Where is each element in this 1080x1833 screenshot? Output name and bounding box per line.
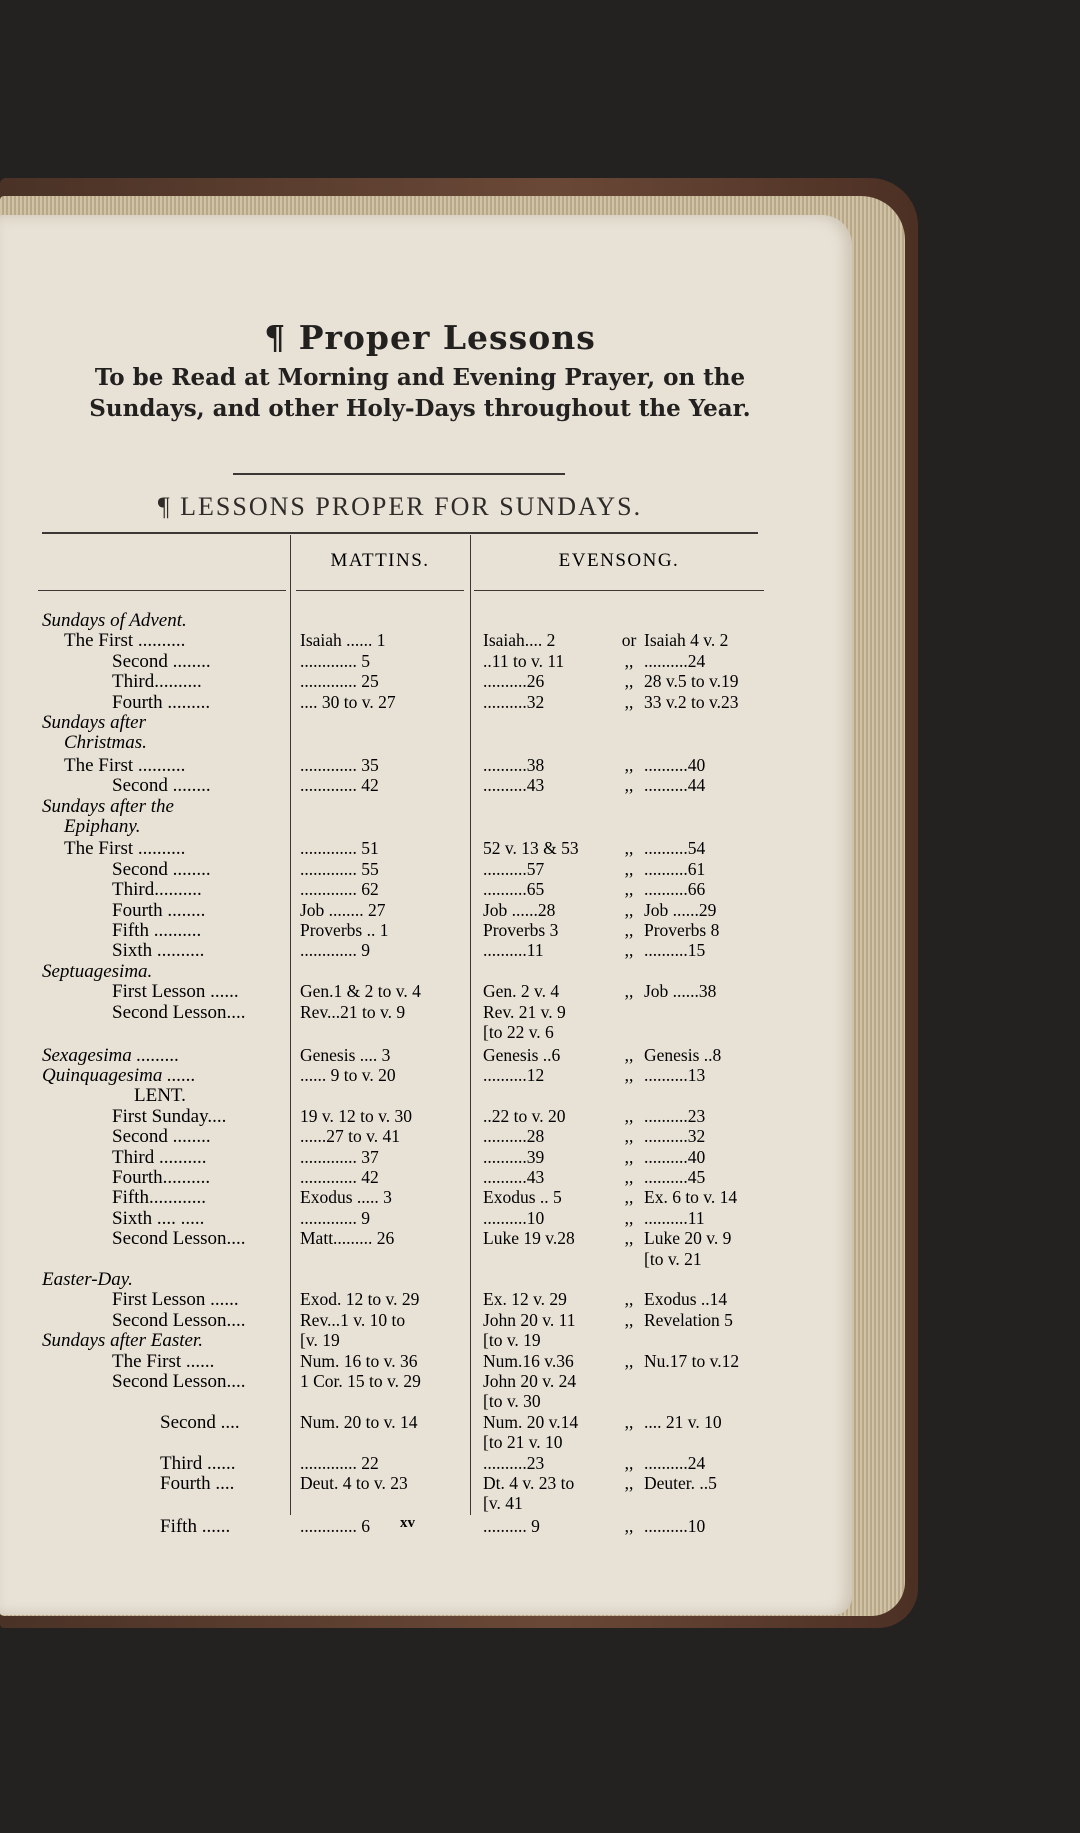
row-label: Third..........	[112, 671, 202, 693]
alternative-marker: ,,	[624, 940, 634, 961]
evensong-cell: ..........65	[483, 879, 545, 900]
evensong-alt-cell: 28 v.5 to v.19	[644, 671, 739, 692]
mattins-cell: ............. 42	[300, 775, 379, 796]
evensong-alt-cell: ..........11	[644, 1207, 705, 1228]
mattins-cell: Exodus ..... 3	[300, 1187, 392, 1208]
header-rule-mattins	[296, 590, 464, 591]
evensong-alt-cell: ..........44	[644, 775, 706, 796]
mattins-cell: Rev...21 to v. 9	[300, 1001, 406, 1022]
evensong-alt-cell: Deuter. ..5	[644, 1472, 717, 1493]
evensong-cell: Proverbs 3	[483, 920, 559, 941]
evensong-alt-cell: ..........24	[644, 650, 706, 671]
evensong-cell: Num.16 v.36	[483, 1350, 574, 1371]
row-label: Second Lesson....	[112, 1309, 246, 1331]
evensong-cell: Rev. 21 v. 9	[483, 1001, 566, 1022]
alternative-marker: ,,	[624, 650, 634, 671]
mattins-cell: ............. 51	[300, 838, 379, 859]
row-label: Second ........	[112, 650, 211, 672]
alternative-marker: ,,	[624, 1472, 634, 1493]
header-rule-evensong	[474, 590, 764, 591]
row-label: The First ..........	[64, 630, 186, 652]
evensong-cell: ..........12	[483, 1064, 545, 1085]
mattins-cell: ............. 37	[300, 1146, 379, 1167]
mattins-cell: 1 Cor. 15 to v. 29	[300, 1370, 421, 1391]
evensong-alt-cell: Luke 20 v. 9	[644, 1228, 732, 1249]
alternative-marker: ,,	[624, 775, 634, 796]
mattins-cell: ............. 9	[300, 940, 370, 961]
row-label: Fourth ....	[160, 1472, 235, 1494]
row-label: Fifth............	[112, 1187, 206, 1209]
row-label: First Lesson ......	[112, 981, 239, 1003]
evensong-cell: ..22 to v. 20	[483, 1105, 566, 1126]
section-heading: ¶ LESSONS PROPER FOR SUNDAYS.	[157, 492, 643, 521]
evensong-alt-cell: ..........40	[644, 754, 706, 775]
evensong-alt-cell: ..........66	[644, 879, 706, 900]
row-label: Second ........	[112, 775, 211, 797]
mattins-cell: ............. 62	[300, 879, 379, 900]
mattins-cell: Job ........ 27	[300, 899, 386, 920]
mattins-cell: ............. 6	[300, 1515, 370, 1536]
alternative-marker: ,,	[624, 1146, 634, 1167]
evensong-alt-cell: Nu.17 to v.12	[644, 1350, 740, 1371]
row-label: LENT.	[134, 1085, 186, 1107]
row-label: Epiphany.	[64, 816, 141, 838]
row-label: Third ..........	[112, 1146, 207, 1168]
evensong-cell: ..........26	[483, 671, 545, 692]
evensong-alt-cell: [to v. 21	[644, 1248, 702, 1269]
row-label: Quinquagesima ......	[42, 1064, 196, 1086]
alternative-marker: ,,	[624, 691, 634, 712]
row-label: The First ..........	[64, 754, 186, 776]
evensong-alt-cell: Ex. 6 to v. 14	[644, 1187, 738, 1208]
row-label: Sixth .... .....	[112, 1207, 205, 1229]
alternative-marker: ,,	[624, 1350, 634, 1371]
alternative-marker: ,,	[624, 1411, 634, 1432]
mattins-cell: Genesis .... 3	[300, 1044, 391, 1065]
row-label: Fourth .........	[112, 691, 211, 713]
evensong-cell: ..........43	[483, 775, 545, 796]
row-label: Sixth ..........	[112, 940, 205, 962]
row-label: Sundays after the	[42, 795, 174, 817]
mattins-cell: Isaiah ...... 1	[300, 630, 386, 651]
mattins-cell: ............. 5	[300, 650, 370, 671]
evensong-alt-cell: Job ......38	[644, 981, 717, 1002]
alternative-marker: or	[621, 630, 637, 651]
evensong-cell: 52 v. 13 & 53	[483, 838, 579, 859]
row-label: Third..........	[112, 879, 202, 901]
evensong-cell: Genesis ..6	[483, 1044, 561, 1065]
row-label: Sundays after	[42, 712, 146, 733]
evensong-cell: Job ......28	[483, 899, 556, 920]
row-label: Second ....	[160, 1411, 240, 1433]
evensong-alt-cell: ..........24	[644, 1452, 706, 1473]
alternative-marker: ,,	[624, 1515, 634, 1536]
alternative-marker: ,,	[624, 1044, 634, 1065]
evensong-cell: ..........43	[483, 1166, 545, 1187]
evensong-alt-cell: Job ......29	[644, 899, 717, 920]
evensong-cell: ..........10	[483, 1207, 545, 1228]
mattins-cell: ............. 42	[300, 1166, 379, 1187]
evensong-alt-cell: ..........40	[644, 1146, 706, 1167]
row-label: Fourth ........	[112, 899, 206, 921]
evensong-alt-cell: ..........45	[644, 1166, 706, 1187]
alternative-marker: ,,	[624, 899, 634, 920]
column-header-mattins: MATTINS.	[330, 550, 430, 571]
row-label: Third ......	[160, 1452, 236, 1474]
evensong-cell: Dt. 4 v. 23 to	[483, 1472, 575, 1493]
evensong-alt-cell: ..........32	[644, 1126, 706, 1147]
mattins-cell: Num. 16 to v. 36	[300, 1350, 418, 1371]
evensong-cell: [v. 41	[483, 1493, 523, 1514]
evensong-cell: ..........28	[483, 1126, 545, 1147]
mattins-cell: ......27 to v. 41	[300, 1126, 400, 1147]
title-divider	[233, 473, 565, 475]
page-subtitle: To be Read at Morning and Evening Prayer, on the Sundays, and other Holy-Days throughout the Year.	[89, 364, 751, 422]
alternative-marker: ,,	[624, 1166, 634, 1187]
mattins-cell: [v. 19	[300, 1330, 340, 1351]
column-header-evensong: EVENSONG.	[558, 550, 680, 571]
evensong-alt-cell: Proverbs 8	[644, 920, 720, 941]
evensong-alt-cell: ..........61	[644, 858, 706, 879]
row-label: Septuagesima.	[42, 960, 153, 982]
alternative-marker: ,,	[624, 879, 634, 900]
evensong-alt-cell: .... 21 v. 10	[644, 1411, 722, 1432]
row-label: Second Lesson....	[112, 1370, 246, 1392]
mattins-cell: Num. 20 to v. 14	[300, 1411, 418, 1432]
mattins-cell: Gen.1 & 2 to v. 4	[300, 981, 421, 1002]
mattins-cell: ............. 55	[300, 858, 379, 879]
mattins-cell: ............. 22	[300, 1452, 379, 1473]
evensong-cell: ..........38	[483, 754, 545, 775]
evensong-cell: Gen. 2 v. 4	[483, 981, 560, 1002]
row-label: Fifth ..........	[112, 920, 202, 942]
evensong-cell: ..........23	[483, 1452, 545, 1473]
alternative-marker: ,,	[624, 1289, 634, 1310]
row-label: Second Lesson....	[112, 1001, 246, 1023]
alternative-marker: ,,	[624, 1187, 634, 1208]
evensong-cell: Ex. 12 v. 29	[483, 1289, 567, 1310]
evensong-alt-cell: Isaiah 4 v. 2	[644, 630, 729, 651]
alternative-marker: ,,	[624, 671, 634, 692]
evensong-cell: Isaiah.... 2	[483, 630, 556, 651]
row-label: Sundays after Easter.	[42, 1330, 203, 1352]
row-label: Fifth ......	[160, 1515, 231, 1537]
row-label: Sexagesima .........	[42, 1044, 180, 1066]
evensong-alt-cell: Revelation 5	[644, 1309, 733, 1330]
alternative-marker: ,,	[624, 1309, 634, 1330]
alternative-marker: ,,	[624, 981, 634, 1002]
evensong-cell: Num. 20 v.14	[483, 1411, 579, 1432]
mattins-cell: ...... 9 to v. 20	[300, 1064, 396, 1085]
evensong-cell: [to v. 30	[483, 1391, 541, 1412]
mattins-cell: ............. 25	[300, 671, 379, 692]
row-label: Easter-Day.	[42, 1268, 133, 1290]
mattins-cell: 19 v. 12 to v. 30	[300, 1105, 412, 1126]
evensong-cell: ..........57	[483, 858, 545, 879]
evensong-alt-cell: Exodus ..14	[644, 1289, 728, 1310]
table-top-rule	[42, 532, 758, 534]
evensong-cell: [to 21 v. 10	[483, 1432, 563, 1453]
evensong-alt-cell: ..........23	[644, 1105, 706, 1126]
evensong-cell: ..........32	[483, 691, 545, 712]
evensong-alt-cell: ..........15	[644, 940, 706, 961]
row-label: Second ........	[112, 1126, 211, 1148]
alternative-marker: ,,	[624, 838, 634, 859]
evensong-cell: ..11 to v. 11	[483, 650, 565, 671]
mattins-cell: Rev...1 v. 10 to	[300, 1309, 406, 1330]
evensong-cell: Luke 19 v.28	[483, 1228, 575, 1249]
row-label: Second ........	[112, 858, 211, 880]
column-divider-2	[470, 535, 471, 1515]
evensong-cell: .......... 9	[483, 1515, 540, 1536]
mattins-cell: .... 30 to v. 27	[300, 691, 396, 712]
evensong-cell: ..........39	[483, 1146, 545, 1167]
evensong-cell: [to 22 v. 6	[483, 1022, 554, 1043]
alternative-marker: ,,	[624, 920, 634, 941]
row-label: Second Lesson....	[112, 1228, 246, 1250]
mattins-cell: Exod. 12 to v. 29	[300, 1289, 420, 1310]
row-label: The First ..........	[64, 838, 186, 860]
header-rule-left	[38, 590, 286, 591]
evensong-cell: Exodus .. 5	[483, 1187, 562, 1208]
evensong-alt-cell: 33 v.2 to v.23	[644, 691, 739, 712]
row-label: Christmas.	[64, 732, 147, 754]
alternative-marker: ,,	[624, 1105, 634, 1126]
alternative-marker: ,,	[624, 1452, 634, 1473]
evensong-alt-cell: ..........54	[644, 838, 706, 859]
evensong-alt-cell: ..........10	[644, 1515, 706, 1536]
alternative-marker: ,,	[624, 1207, 634, 1228]
mattins-cell: Proverbs .. 1	[300, 920, 389, 941]
evensong-cell: John 20 v. 24	[483, 1370, 577, 1391]
row-label: Sundays of Advent.	[42, 610, 187, 631]
alternative-marker: ,,	[624, 754, 634, 775]
alternative-marker: ,,	[624, 1064, 634, 1085]
page-title: ¶ Proper Lessons	[264, 318, 596, 357]
evensong-cell: ..........11	[483, 940, 544, 961]
evensong-alt-cell: Genesis ..8	[644, 1044, 722, 1065]
mattins-cell: ............. 35	[300, 754, 379, 775]
row-label: Fourth..........	[112, 1166, 211, 1188]
row-label: First Sunday....	[112, 1105, 227, 1127]
alternative-marker: ,,	[624, 1228, 634, 1249]
alternative-marker: ,,	[624, 858, 634, 879]
mattins-cell: Deut. 4 to v. 23	[300, 1472, 408, 1493]
row-label: First Lesson ......	[112, 1289, 239, 1311]
mattins-cell: ............. 9	[300, 1207, 370, 1228]
alternative-marker: ,,	[624, 1126, 634, 1147]
mattins-cell: Matt......... 26	[300, 1228, 395, 1249]
evensong-cell: [to v. 19	[483, 1330, 541, 1351]
row-label: The First ......	[112, 1350, 215, 1372]
evensong-cell: John 20 v. 11	[483, 1309, 576, 1330]
page-number: xv	[400, 1515, 415, 1531]
evensong-alt-cell: ..........13	[644, 1064, 706, 1085]
